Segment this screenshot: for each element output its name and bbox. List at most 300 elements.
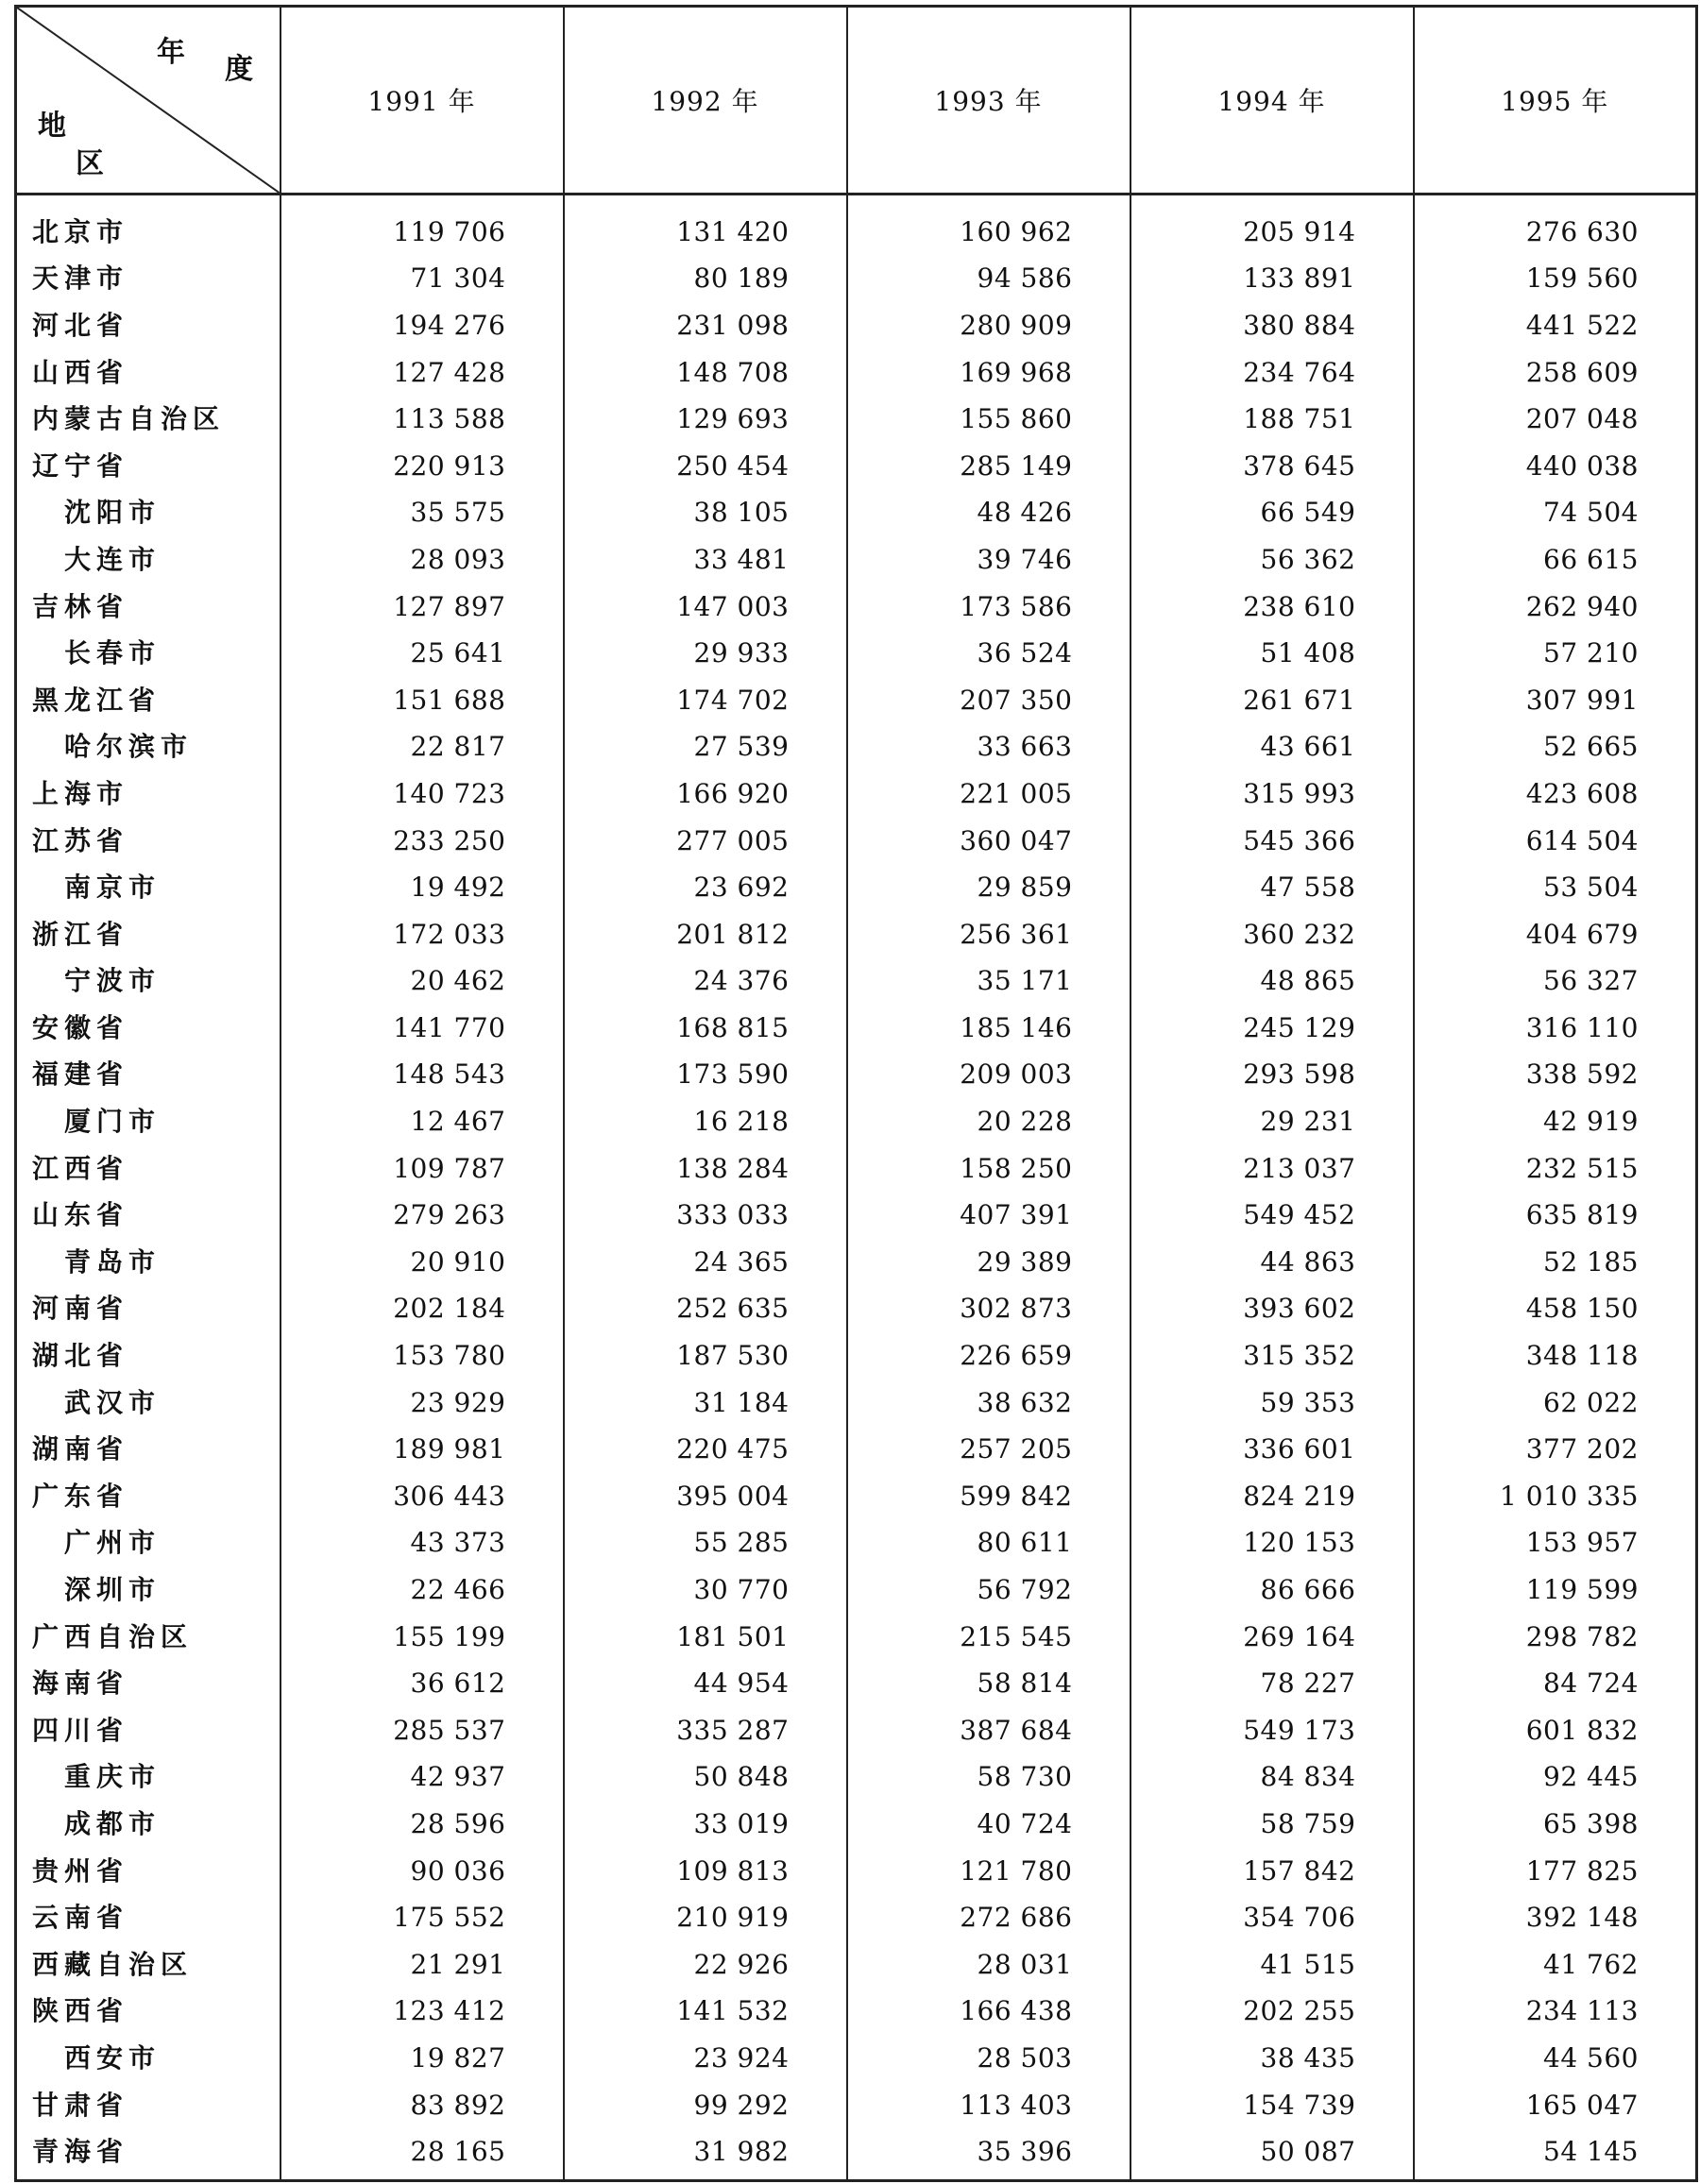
value-cell-1991: 20 462 [280, 958, 564, 1006]
value-cell-1992: 187 530 [564, 1332, 847, 1380]
region-name-cell: 黑龙江省 [16, 677, 280, 724]
value-cell-1995: 62 022 [1414, 1380, 1697, 1427]
value-cell-1994: 154 739 [1130, 2082, 1414, 2129]
city-name-cell: 重庆市 [16, 1754, 280, 1802]
value-cell-1993: 387 684 [847, 1707, 1130, 1754]
value-cell-1991: 19 492 [280, 864, 564, 911]
value-cell-1994: 245 129 [1130, 1005, 1414, 1052]
value-cell-1991: 140 723 [280, 770, 564, 818]
value-cell-1993: 33 663 [847, 724, 1130, 771]
value-cell-1992: 27 539 [564, 724, 847, 771]
value-cell-1991: 306 443 [280, 1473, 564, 1520]
value-cell-1992: 131 420 [564, 195, 847, 256]
value-cell-1993: 280 909 [847, 302, 1130, 349]
value-cell-1992: 138 284 [564, 1145, 847, 1193]
region-name-cell: 江西省 [16, 1145, 280, 1193]
header-corner-cell [16, 7, 280, 195]
value-cell-1993: 160 962 [847, 195, 1130, 256]
value-cell-1992: 31 982 [564, 2128, 847, 2180]
value-cell-1993: 256 361 [847, 911, 1130, 958]
region-name-cell: 四川省 [16, 1707, 280, 1754]
value-cell-1994: 315 352 [1130, 1332, 1414, 1380]
value-cell-1991: 233 250 [280, 818, 564, 865]
value-cell-1991: 151 688 [280, 677, 564, 724]
value-cell-1994: 293 598 [1130, 1052, 1414, 1099]
table-row [16, 911, 1697, 958]
city-name-cell: 成都市 [16, 1801, 280, 1848]
table-row [16, 1894, 1697, 1941]
region-name-cell: 上海市 [16, 770, 280, 818]
value-cell-1993: 121 780 [847, 1848, 1130, 1895]
value-cell-1991: 175 552 [280, 1894, 564, 1941]
year-header-1995: 1995 年 [1414, 7, 1697, 195]
value-cell-1995: 207 048 [1414, 396, 1697, 443]
region-name-cell: 山西省 [16, 349, 280, 397]
value-cell-1994: 41 515 [1130, 1941, 1414, 1989]
value-cell-1992: 335 287 [564, 1707, 847, 1754]
table-body [16, 195, 1697, 2181]
region-name-cell: 广西自治区 [16, 1614, 280, 1661]
city-name-cell: 深圳市 [16, 1566, 280, 1614]
value-cell-1993: 155 860 [847, 396, 1130, 443]
value-cell-1991: 83 892 [280, 2082, 564, 2129]
table-row [16, 1052, 1697, 1099]
year-header-1991: 1991 年 [280, 7, 564, 195]
value-cell-1991: 123 412 [280, 1989, 564, 2036]
value-cell-1993: 166 438 [847, 1989, 1130, 2036]
value-cell-1993: 272 686 [847, 1894, 1130, 1941]
region-name-cell: 河南省 [16, 1286, 280, 1333]
value-cell-1992: 31 184 [564, 1380, 847, 1427]
value-cell-1994: 354 706 [1130, 1894, 1414, 1941]
region-name-cell: 福建省 [16, 1052, 280, 1099]
region-name-cell: 青海省 [16, 2128, 280, 2180]
value-cell-1991: 194 276 [280, 302, 564, 349]
value-cell-1993: 35 171 [847, 958, 1130, 1006]
value-cell-1992: 109 813 [564, 1848, 847, 1895]
value-cell-1994: 120 153 [1130, 1520, 1414, 1567]
city-name-cell: 长春市 [16, 630, 280, 677]
value-cell-1991: 141 770 [280, 1005, 564, 1052]
table-row [16, 1192, 1697, 1239]
value-cell-1994: 43 661 [1130, 724, 1414, 771]
value-cell-1995: 65 398 [1414, 1801, 1697, 1848]
value-cell-1994: 84 834 [1130, 1754, 1414, 1802]
value-cell-1991: 28 093 [280, 536, 564, 584]
value-cell-1992: 174 702 [564, 677, 847, 724]
region-name-cell: 安徽省 [16, 1005, 280, 1052]
table-row [16, 1989, 1697, 2036]
value-cell-1991: 35 575 [280, 490, 564, 537]
value-cell-1993: 58 730 [847, 1754, 1130, 1802]
table-row [16, 1801, 1697, 1848]
value-cell-1994: 29 231 [1130, 1098, 1414, 1145]
value-cell-1994: 56 362 [1130, 536, 1414, 584]
table-row [16, 1707, 1697, 1754]
table-row [16, 1332, 1697, 1380]
region-name-cell: 陕西省 [16, 1989, 280, 2036]
value-cell-1992: 173 590 [564, 1052, 847, 1099]
value-cell-1993: 221 005 [847, 770, 1130, 818]
value-cell-1995: 377 202 [1414, 1426, 1697, 1473]
value-cell-1993: 209 003 [847, 1052, 1130, 1099]
city-name-cell: 广州市 [16, 1520, 280, 1567]
value-cell-1992: 33 481 [564, 536, 847, 584]
value-cell-1993: 207 350 [847, 677, 1130, 724]
region-name-cell: 天津市 [16, 256, 280, 303]
value-cell-1991: 90 036 [280, 1848, 564, 1895]
value-cell-1995: 52 665 [1414, 724, 1697, 771]
value-cell-1991: 12 467 [280, 1098, 564, 1145]
value-cell-1992: 252 635 [564, 1286, 847, 1333]
value-cell-1992: 29 933 [564, 630, 847, 677]
value-cell-1991: 279 263 [280, 1192, 564, 1239]
table-row [16, 1660, 1697, 1707]
value-cell-1993: 36 524 [847, 630, 1130, 677]
value-cell-1991: 189 981 [280, 1426, 564, 1473]
value-cell-1993: 407 391 [847, 1192, 1130, 1239]
region-name-cell: 西藏自治区 [16, 1941, 280, 1989]
value-cell-1995: 42 919 [1414, 1098, 1697, 1145]
value-cell-1993: 40 724 [847, 1801, 1130, 1848]
value-cell-1992: 141 532 [564, 1989, 847, 2036]
value-cell-1992: 220 475 [564, 1426, 847, 1473]
value-cell-1992: 24 376 [564, 958, 847, 1006]
table-row [16, 536, 1697, 584]
value-cell-1992: 80 189 [564, 256, 847, 303]
value-cell-1993: 28 031 [847, 1941, 1130, 1989]
table-row [16, 349, 1697, 397]
table-row [16, 302, 1697, 349]
value-cell-1992: 33 019 [564, 1801, 847, 1848]
value-cell-1995: 52 185 [1414, 1239, 1697, 1286]
value-cell-1994: 202 255 [1130, 1989, 1414, 2036]
value-cell-1994: 47 558 [1130, 864, 1414, 911]
value-cell-1995: 53 504 [1414, 864, 1697, 911]
city-name-cell: 哈尔滨市 [16, 724, 280, 771]
diagonal-divider-line [17, 8, 280, 193]
value-cell-1995: 338 592 [1414, 1052, 1697, 1099]
value-cell-1991: 148 543 [280, 1052, 564, 1099]
value-cell-1994: 234 764 [1130, 349, 1414, 397]
value-cell-1995: 57 210 [1414, 630, 1697, 677]
table-row [16, 396, 1697, 443]
table-header-row [16, 7, 1697, 195]
value-cell-1994: 378 645 [1130, 443, 1414, 490]
value-cell-1994: 380 884 [1130, 302, 1414, 349]
value-cell-1993: 113 403 [847, 2082, 1130, 2129]
value-cell-1994: 51 408 [1130, 630, 1414, 677]
value-cell-1995: 262 940 [1414, 584, 1697, 631]
value-cell-1995: 92 445 [1414, 1754, 1697, 1802]
table-row [16, 1098, 1697, 1145]
table-row [16, 256, 1697, 303]
value-cell-1991: 202 184 [280, 1286, 564, 1333]
year-header-1992: 1992 年 [564, 7, 847, 195]
city-name-cell: 大连市 [16, 536, 280, 584]
value-cell-1994: 133 891 [1130, 256, 1414, 303]
value-cell-1994: 393 602 [1130, 1286, 1414, 1333]
value-cell-1994: 59 353 [1130, 1380, 1414, 1427]
regional-data-table [14, 5, 1698, 2182]
table-row [16, 195, 1697, 256]
value-cell-1995: 84 724 [1414, 1660, 1697, 1707]
region-name-cell: 浙江省 [16, 911, 280, 958]
value-cell-1995: 56 327 [1414, 958, 1697, 1006]
value-cell-1991: 20 910 [280, 1239, 564, 1286]
year-header-1994: 1994 年 [1130, 7, 1414, 195]
region-name-cell: 河北省 [16, 302, 280, 349]
table-row [16, 1473, 1697, 1520]
value-cell-1995: 234 113 [1414, 1989, 1697, 2036]
value-cell-1994: 315 993 [1130, 770, 1414, 818]
corner-region-char-2: 区 [76, 147, 105, 180]
value-cell-1993: 169 968 [847, 349, 1130, 397]
table-row [16, 864, 1697, 911]
table-row [16, 1239, 1697, 1286]
value-cell-1994: 261 671 [1130, 677, 1414, 724]
value-cell-1995: 258 609 [1414, 349, 1697, 397]
value-cell-1994: 66 549 [1130, 490, 1414, 537]
value-cell-1995: 298 782 [1414, 1614, 1697, 1661]
value-cell-1994: 213 037 [1130, 1145, 1414, 1193]
table-row [16, 584, 1697, 631]
table-row [16, 1941, 1697, 1989]
value-cell-1992: 148 708 [564, 349, 847, 397]
value-cell-1991: 71 304 [280, 256, 564, 303]
region-name-cell: 广东省 [16, 1473, 280, 1520]
value-cell-1995: 276 630 [1414, 195, 1697, 256]
value-cell-1992: 201 812 [564, 911, 847, 958]
region-name-cell: 湖南省 [16, 1426, 280, 1473]
city-name-cell: 南京市 [16, 864, 280, 911]
value-cell-1991: 36 612 [280, 1660, 564, 1707]
city-name-cell: 沈阳市 [16, 490, 280, 537]
value-cell-1994: 188 751 [1130, 396, 1414, 443]
region-name-cell: 北京市 [16, 195, 280, 256]
value-cell-1992: 23 924 [564, 2035, 847, 2082]
table-row [16, 818, 1697, 865]
value-cell-1995: 392 148 [1414, 1894, 1697, 1941]
value-cell-1992: 333 033 [564, 1192, 847, 1239]
region-name-cell: 内蒙古自治区 [16, 396, 280, 443]
value-cell-1991: 285 537 [280, 1707, 564, 1754]
value-cell-1992: 231 098 [564, 302, 847, 349]
value-cell-1991: 43 373 [280, 1520, 564, 1567]
table-row [16, 630, 1697, 677]
value-cell-1993: 360 047 [847, 818, 1130, 865]
value-cell-1992: 166 920 [564, 770, 847, 818]
value-cell-1995: 74 504 [1414, 490, 1697, 537]
value-cell-1991: 109 787 [280, 1145, 564, 1193]
value-cell-1994: 824 219 [1130, 1473, 1414, 1520]
city-name-cell: 青岛市 [16, 1239, 280, 1286]
value-cell-1994: 269 164 [1130, 1614, 1414, 1661]
value-cell-1993: 257 205 [847, 1426, 1130, 1473]
value-cell-1993: 599 842 [847, 1473, 1130, 1520]
value-cell-1991: 42 937 [280, 1754, 564, 1802]
year-header-1993: 1993 年 [847, 7, 1130, 195]
value-cell-1992: 30 770 [564, 1566, 847, 1614]
value-cell-1993: 39 746 [847, 536, 1130, 584]
value-cell-1992: 50 848 [564, 1754, 847, 1802]
value-cell-1992: 168 815 [564, 1005, 847, 1052]
table-row [16, 1754, 1697, 1802]
table-row [16, 443, 1697, 490]
value-cell-1993: 185 146 [847, 1005, 1130, 1052]
value-cell-1994: 86 666 [1130, 1566, 1414, 1614]
region-name-cell: 江苏省 [16, 818, 280, 865]
value-cell-1991: 119 706 [280, 195, 564, 256]
value-cell-1991: 21 291 [280, 1941, 564, 1989]
table-row [16, 1380, 1697, 1427]
value-cell-1991: 153 780 [280, 1332, 564, 1380]
value-cell-1995: 316 110 [1414, 1005, 1697, 1052]
value-cell-1995: 66 615 [1414, 536, 1697, 584]
table-row [16, 1520, 1697, 1567]
value-cell-1993: 302 873 [847, 1286, 1130, 1333]
corner-year-char-1: 年 [157, 36, 186, 69]
value-cell-1992: 22 926 [564, 1941, 847, 1989]
value-cell-1994: 38 435 [1130, 2035, 1414, 2082]
value-cell-1995: 41 762 [1414, 1941, 1697, 1989]
value-cell-1995: 601 832 [1414, 1707, 1697, 1754]
value-cell-1991: 113 588 [280, 396, 564, 443]
value-cell-1991: 23 929 [280, 1380, 564, 1427]
value-cell-1994: 545 366 [1130, 818, 1414, 865]
value-cell-1992: 277 005 [564, 818, 847, 865]
value-cell-1991: 22 817 [280, 724, 564, 771]
value-cell-1992: 147 003 [564, 584, 847, 631]
value-cell-1992: 181 501 [564, 1614, 847, 1661]
value-cell-1993: 28 503 [847, 2035, 1130, 2082]
value-cell-1993: 94 586 [847, 256, 1130, 303]
table-row [16, 770, 1697, 818]
corner-region-char-1: 地 [38, 110, 67, 143]
value-cell-1992: 129 693 [564, 396, 847, 443]
value-cell-1993: 226 659 [847, 1332, 1130, 1380]
value-cell-1994: 157 842 [1130, 1848, 1414, 1895]
region-name-cell: 甘肃省 [16, 2082, 280, 2129]
table-row [16, 677, 1697, 724]
table-row [16, 958, 1697, 1006]
value-cell-1995: 1 010 335 [1414, 1473, 1697, 1520]
city-name-cell: 西安市 [16, 2035, 280, 2082]
value-cell-1995: 54 145 [1414, 2128, 1697, 2180]
value-cell-1994: 50 087 [1130, 2128, 1414, 2180]
value-cell-1991: 19 827 [280, 2035, 564, 2082]
region-name-cell: 湖北省 [16, 1332, 280, 1380]
value-cell-1995: 307 991 [1414, 677, 1697, 724]
city-name-cell: 武汉市 [16, 1380, 280, 1427]
region-name-cell: 辽宁省 [16, 443, 280, 490]
value-cell-1991: 127 897 [280, 584, 564, 631]
value-cell-1995: 153 957 [1414, 1520, 1697, 1567]
value-cell-1991: 25 641 [280, 630, 564, 677]
value-cell-1991: 127 428 [280, 349, 564, 397]
value-cell-1994: 549 452 [1130, 1192, 1414, 1239]
table-row [16, 2035, 1697, 2082]
value-cell-1995: 165 047 [1414, 2082, 1697, 2129]
value-cell-1995: 177 825 [1414, 1848, 1697, 1895]
value-cell-1995: 635 819 [1414, 1192, 1697, 1239]
value-cell-1993: 20 228 [847, 1098, 1130, 1145]
table-row [16, 1005, 1697, 1052]
value-cell-1995: 404 679 [1414, 911, 1697, 958]
value-cell-1992: 24 365 [564, 1239, 847, 1286]
table-row [16, 1848, 1697, 1895]
value-cell-1991: 22 466 [280, 1566, 564, 1614]
value-cell-1993: 173 586 [847, 584, 1130, 631]
value-cell-1992: 55 285 [564, 1520, 847, 1567]
value-cell-1992: 38 105 [564, 490, 847, 537]
region-name-cell: 贵州省 [16, 1848, 280, 1895]
value-cell-1993: 35 396 [847, 2128, 1130, 2180]
value-cell-1991: 28 596 [280, 1801, 564, 1848]
corner-year-char-2: 度 [225, 53, 254, 86]
value-cell-1994: 336 601 [1130, 1426, 1414, 1473]
value-cell-1993: 38 632 [847, 1380, 1130, 1427]
value-cell-1993: 29 859 [847, 864, 1130, 911]
table-row [16, 724, 1697, 771]
table-row [16, 1286, 1697, 1333]
statistics-table-page [14, 5, 1695, 2176]
table-row [16, 1145, 1697, 1193]
value-cell-1994: 58 759 [1130, 1801, 1414, 1848]
value-cell-1993: 215 545 [847, 1614, 1130, 1661]
table-row [16, 1566, 1697, 1614]
value-cell-1995: 119 599 [1414, 1566, 1697, 1614]
value-cell-1995: 458 150 [1414, 1286, 1697, 1333]
value-cell-1993: 48 426 [847, 490, 1130, 537]
value-cell-1995: 44 560 [1414, 2035, 1697, 2082]
value-cell-1995: 159 560 [1414, 256, 1697, 303]
value-cell-1995: 440 038 [1414, 443, 1697, 490]
value-cell-1994: 549 173 [1130, 1707, 1414, 1754]
value-cell-1992: 16 218 [564, 1098, 847, 1145]
value-cell-1992: 99 292 [564, 2082, 847, 2129]
value-cell-1994: 78 227 [1130, 1660, 1414, 1707]
region-name-cell: 云南省 [16, 1894, 280, 1941]
value-cell-1992: 395 004 [564, 1473, 847, 1520]
value-cell-1995: 441 522 [1414, 302, 1697, 349]
value-cell-1993: 80 611 [847, 1520, 1130, 1567]
value-cell-1995: 423 608 [1414, 770, 1697, 818]
value-cell-1993: 285 149 [847, 443, 1130, 490]
value-cell-1994: 360 232 [1130, 911, 1414, 958]
region-name-cell: 海南省 [16, 1660, 280, 1707]
value-cell-1994: 48 865 [1130, 958, 1414, 1006]
value-cell-1992: 23 692 [564, 864, 847, 911]
value-cell-1994: 238 610 [1130, 584, 1414, 631]
table-row [16, 1614, 1697, 1661]
value-cell-1993: 58 814 [847, 1660, 1130, 1707]
value-cell-1992: 210 919 [564, 1894, 847, 1941]
value-cell-1991: 220 913 [280, 443, 564, 490]
value-cell-1994: 205 914 [1130, 195, 1414, 256]
value-cell-1992: 250 454 [564, 443, 847, 490]
value-cell-1993: 158 250 [847, 1145, 1130, 1193]
value-cell-1991: 172 033 [280, 911, 564, 958]
table-row [16, 2082, 1697, 2129]
city-name-cell: 厦门市 [16, 1098, 280, 1145]
value-cell-1991: 155 199 [280, 1614, 564, 1661]
value-cell-1995: 232 515 [1414, 1145, 1697, 1193]
value-cell-1995: 614 504 [1414, 818, 1697, 865]
value-cell-1994: 44 863 [1130, 1239, 1414, 1286]
table-row [16, 490, 1697, 537]
table-row [16, 1426, 1697, 1473]
